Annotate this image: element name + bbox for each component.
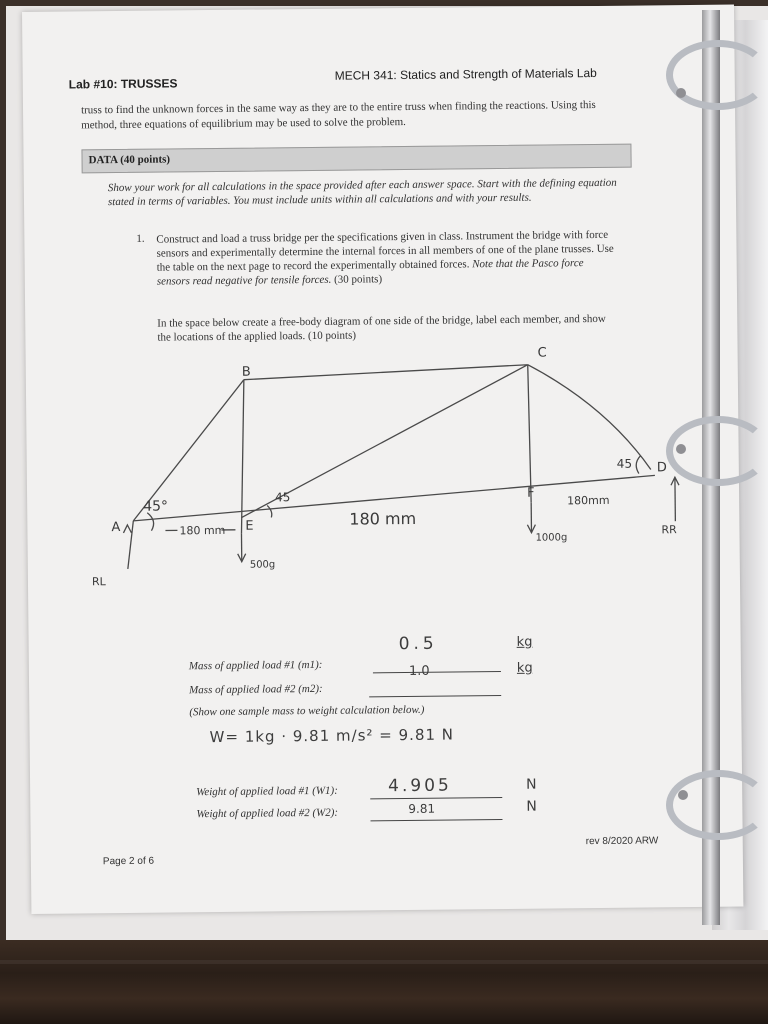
node-c-label: C [537, 345, 547, 361]
member-cf [528, 365, 531, 503]
angle-arc-d [636, 456, 641, 474]
weight1-line [370, 797, 502, 799]
weight2-label: Weight of applied load #2 (W2): [196, 806, 339, 821]
node-b-label: B [241, 364, 251, 380]
mass1-value: 0.5 [398, 633, 438, 655]
angle-e-label: 45 [275, 490, 291, 505]
ring-hole-middle [676, 444, 686, 454]
reaction-left-arrowhead [123, 525, 131, 533]
worksheet-page [22, 5, 743, 914]
angle-d-label: 45 [616, 456, 633, 471]
reaction-left-label: RL [91, 575, 106, 589]
angle-a-label: 45° [143, 498, 169, 515]
lab-title: Lab #10: TRUSSES [68, 76, 178, 92]
truss-members [122, 363, 680, 569]
item-text [156, 228, 617, 289]
page-number: Page 2 of 6 [102, 855, 155, 868]
binder-ring-bottom [666, 770, 768, 840]
item-number: 1. [136, 232, 145, 245]
diagram-labels [90, 344, 678, 588]
weight1-value: 4.905 [388, 775, 452, 797]
wooden-table [0, 940, 768, 1024]
reaction-right-label: RR [661, 523, 677, 537]
weight2-unit: N [526, 798, 537, 815]
weight2-value: 9.81 [408, 801, 436, 816]
item-text-points: (30 points) [334, 273, 383, 286]
load-f-label: 1000g [535, 532, 568, 544]
length-fd-label: 180mm [567, 493, 610, 508]
mass1-unit: kg [516, 634, 533, 650]
weight1-unit: N [526, 776, 537, 793]
length-ef-label: 180 mm [349, 508, 417, 529]
length-ae-label: 180 mm [179, 523, 226, 538]
weight1-label: Weight of applied load #1 (W1): [196, 784, 338, 799]
node-f-label: F [526, 485, 535, 501]
weight2-line [370, 819, 502, 821]
node-e-label: E [245, 518, 254, 534]
item-text-note: Note that the Pasco force sensors read negative for tensile forces. [156, 257, 584, 288]
load-e-label: 500g [249, 559, 276, 571]
mass2-unit: kg [516, 660, 533, 676]
free-body-diagram [25, 335, 740, 622]
data-instructions: Show your work for all calculations in the space provided after each answer space. Start with the defining equation stated in terms of variables. You must include units within all calculations and with your results. [107, 176, 617, 209]
angle-arc-a [147, 513, 153, 531]
course-title: MECH 341: Statics and Strength of Materials Lab [334, 65, 597, 83]
data-section-title: DATA (40 points) [88, 153, 171, 167]
mass2-line [369, 695, 501, 697]
mass2-label: Mass of applied load #2 (m2): [189, 682, 323, 697]
mass1-label: Mass of applied load #1 (m1): [188, 658, 323, 673]
mass2-value: 1.0 [408, 663, 430, 679]
node-d-label: D [656, 460, 667, 476]
ring-hole-bottom [678, 790, 688, 800]
intro-paragraph: truss to find the unknown forces in the same way as they are to the entire truss when finding the reactions. Using this method, three equations of equilibrium may be used to solve the problem. [80, 98, 596, 132]
member-bc [241, 364, 528, 380]
item-text-main: Construct and load a truss bridge per the specifications given in class. Instrument the bridge with force sensors and experimentally determine the internal forces in all members of one of the plane trusses. Use the table on the next page to record the experimentally obtained forces. [156, 228, 614, 274]
node-a-label: A [111, 519, 121, 536]
ring-hole-top [676, 88, 686, 98]
angle-arc-e [267, 505, 272, 517]
fbd-prompt: In the space below create a free-body diagram of one side of the bridge, label each member, and show the locations of the applied loads. (10 points) [157, 312, 606, 344]
binder-ring-top [666, 40, 768, 110]
sample-calc-instruction: (Show one sample mass to weight calculation below.) [189, 703, 425, 719]
revision-footer: rev 8/2020 ARW [585, 835, 659, 848]
data-section-bar [81, 144, 631, 174]
sample-calc: W= 1kg · 9.81 m/s² = 9.81 N [209, 725, 455, 747]
member-cd [528, 363, 651, 470]
mass1-line [373, 671, 501, 673]
